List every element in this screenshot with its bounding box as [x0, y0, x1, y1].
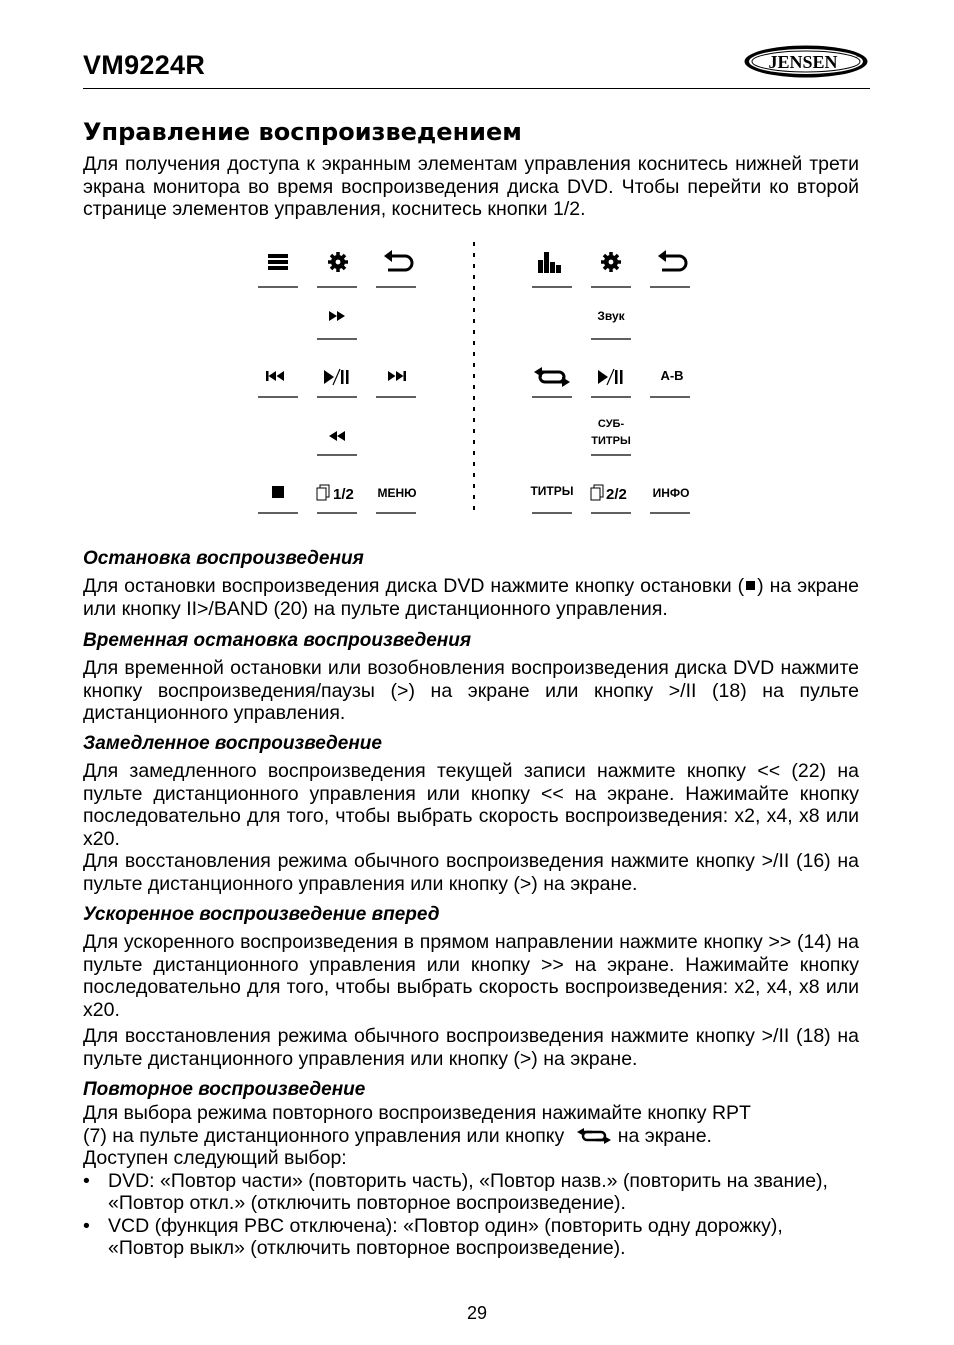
page-label: 2/2: [606, 486, 627, 503]
svg-text:JENSEN: JENSEN: [768, 52, 838, 72]
section-title: Управление воспроизведением: [83, 118, 522, 146]
rewind-icon[interactable]: [329, 431, 345, 441]
page-number: 29: [466, 1303, 488, 1323]
fast-forward-icon[interactable]: [329, 311, 345, 321]
ab-repeat-button-label[interactable]: A-B: [660, 368, 684, 383]
ff-paragraph: Для ускоренного воспроизведения в прямом направлении нажмите кнопку >> (14) на пульте дистанционного управления или кнопку >> на экране. Нажимайте кнопку последовательно для того, чтобы выбрать скорость воспроизведения: x2, x4, x8 или x20.: [83, 931, 859, 1021]
play-pause-icon[interactable]: [598, 369, 623, 385]
model-name: VM9224R: [83, 50, 206, 80]
header-rule: [83, 88, 870, 89]
subtitles-label-line1[interactable]: СУБ-: [597, 418, 625, 430]
page-button[interactable]: [591, 485, 627, 503]
pause-heading: Временная остановка воспроизведения: [83, 630, 472, 651]
page-button[interactable]: [317, 485, 354, 503]
equalizer-icon[interactable]: [538, 252, 561, 273]
slow-paragraph: Для замедленного воспроизведения текущей записи нажмите кнопку << (22) на пульте дистанционного управления или кнопку << на экране. Нажимайте кнопку последовательно для того, чтобы выбрать скорость воспроизведения: x2, x4, x8 или x20.: [83, 760, 859, 850]
ff-heading: Ускоренное воспроизведение вперед: [83, 904, 440, 925]
play-pause-icon[interactable]: [324, 369, 349, 385]
repeat-icon[interactable]: [534, 367, 570, 387]
repeat-icon: [576, 1128, 612, 1144]
stop-icon: [746, 581, 755, 590]
list-icon[interactable]: [268, 254, 288, 270]
stop-paragraph: Для остановки воспроизведения диска DVD нажмите кнопку остановки ( ) на экране или кнопку II>/BAND (20) на пульте дистанционного управления.: [83, 575, 859, 620]
repeat-options-list: [83, 1170, 859, 1260]
next-track-icon[interactable]: [388, 371, 406, 381]
list-item: • VCD (функция PBC отключена): «Повтор один» (повторить одну дорожку), «Повтор выкл» (отключить повторное воспроизведение).: [83, 1215, 859, 1260]
return-icon[interactable]: [384, 250, 412, 270]
repeat-paragraph: Для выбора режима повторного воспроизведения нажимайте кнопку RPT (7) на пульте дистанционного управления или кнопку на экране. Доступен следующий выбор: • DVD: «Повтор части» (повторить часть), «Повтор назв.» (повторить на звание), «Повтор откл.» (отключить повторное воспроизведение). • VCD (функция PBC отключена): «Повтор один» (повторить одну дорожку), «Повтор выкл» (отключить повторное воспроизведение).: [83, 1102, 859, 1260]
stop-heading: Остановка воспроизведения: [83, 548, 364, 569]
settings-gear-icon[interactable]: [328, 252, 348, 272]
settings-gear-icon[interactable]: [601, 252, 621, 272]
slow-paragraph-2: Для восстановления режима обычного воспроизведения нажмите кнопку >/II (16) на пульте дистанционного управления или кнопку (>) на экране.: [83, 850, 859, 895]
pause-paragraph: Для временной остановки или возобновления воспроизведения диска DVD нажмите кнопку воспроизведения/паузы (>) на экране или кнопку >/II (18) на пульте дистанционного управления.: [83, 657, 859, 724]
info-button-label[interactable]: ИНФО: [652, 486, 690, 500]
menu-button-label[interactable]: МЕНЮ: [377, 486, 417, 500]
audio-button-label[interactable]: Звук: [597, 309, 625, 323]
jensen-logo: [743, 44, 869, 79]
intro-paragraph: Для получения доступа к экранным элементам управления коснитесь нижней трети экрана монитора во время воспроизведения диска DVD. Чтобы перейти ко второй странице элементов управления, коснитесь кнопки 1/2.: [83, 153, 859, 220]
onscreen-controls-illustration: [250, 240, 710, 520]
svg-text:®: ®: [856, 53, 860, 59]
titles-button-label[interactable]: ТИТРЫ: [530, 484, 574, 498]
repeat-heading: Повторное воспроизведение: [83, 1079, 366, 1100]
list-item: • DVD: «Повтор части» (повторить часть), «Повтор назв.» (повторить на звание), «Повтор откл.» (отключить повторное воспроизведение).: [83, 1170, 859, 1215]
previous-track-icon[interactable]: [266, 371, 284, 381]
slow-heading: Замедленное воспроизведение: [83, 733, 382, 754]
subtitles-label-line2[interactable]: ТИТРЫ: [591, 435, 631, 447]
stop-icon[interactable]: [272, 486, 284, 498]
page-label: 1/2: [333, 486, 354, 503]
return-icon[interactable]: [658, 250, 686, 270]
ff-paragraph-2: Для восстановления режима обычного воспроизведения нажмите кнопку >/II (18) на пульте дистанционного управления или кнопку (>) на экране.: [83, 1025, 859, 1070]
